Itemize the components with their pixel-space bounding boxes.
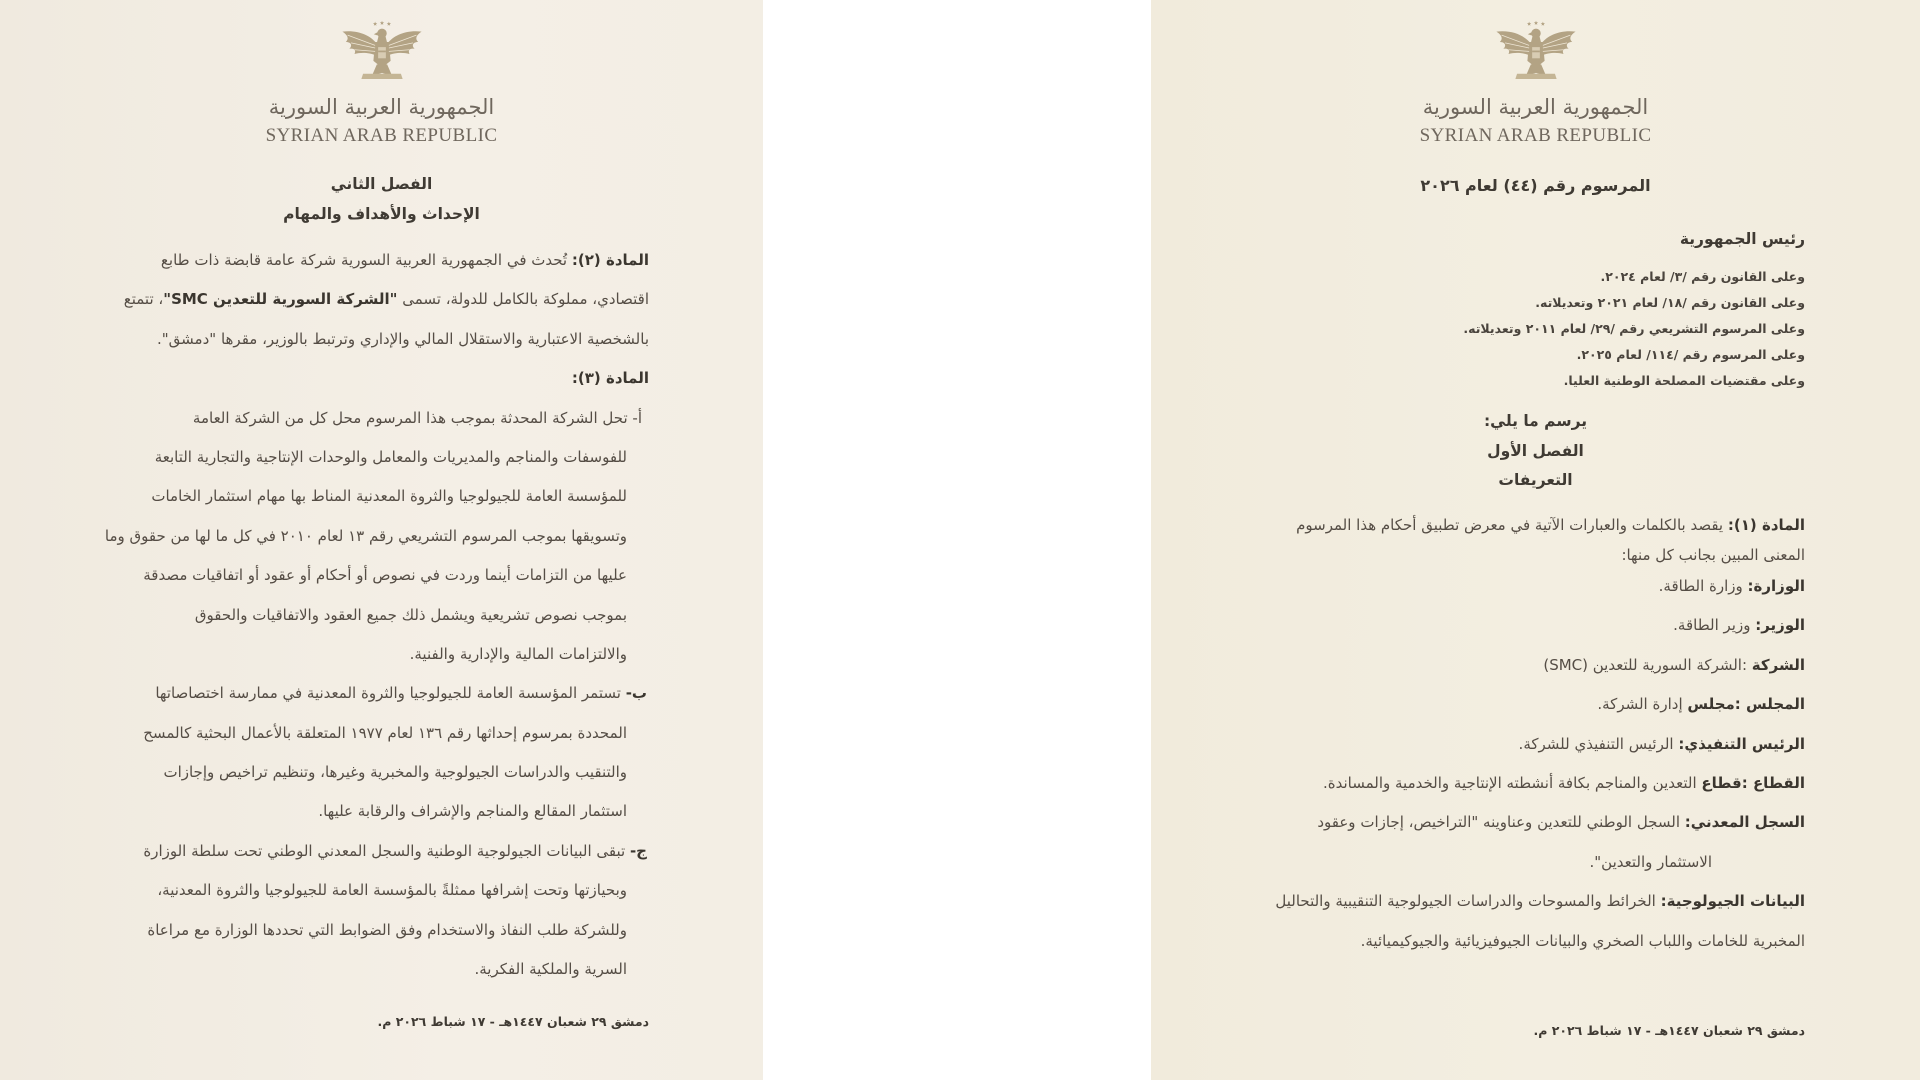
definition-text: الاستثمار والتعدين".: [1589, 852, 1712, 871]
item-marker: ب-: [625, 684, 647, 703]
decree-title: المرسوم رقم (٤٤) لعام ٢٠٢٦: [1420, 176, 1651, 195]
text-line: [0, 832, 763, 871]
definition-text: الخرائط والمسوحات والدراسات الجيولوجية التنقيبية والتحاليل: [1275, 892, 1661, 911]
definition-line: [1151, 685, 1920, 724]
article-label: المادة (٢):: [571, 251, 649, 269]
country-name-arabic: الجمهورية العربية السورية: [268, 95, 495, 119]
text-line: [0, 714, 763, 753]
definitions-list: [1151, 567, 1920, 961]
definition-term: المجلس :مجلس: [1687, 695, 1805, 714]
definition-term: الوزارة:: [1747, 577, 1805, 595]
consideration-line: وعلى المرسوم التشريعي رقم /٢٩/ لعام ٢٠١١ وتعديلاته.: [1463, 321, 1805, 336]
issuer-heading: رئيس الجمهورية: [1679, 230, 1805, 248]
definition-term: الشركة: [1751, 655, 1805, 674]
text-line: [0, 753, 763, 792]
text-line: [0, 320, 763, 359]
text-line: [0, 911, 763, 950]
left-page: [0, 0, 763, 1080]
line-text: تُحدث في الجمهورية العربية السورية شركة عامة قابضة ذات طابع: [160, 251, 572, 269]
text-line: [0, 517, 763, 556]
date-footer: دمشق ٢٩ شعبان ١٤٤٧هـ - ١٧ شباط ٢٠٢٦ م.: [377, 1014, 649, 1029]
line-text: والتنقيب والدراسات الجيولوجية والمخبرية وغيرها، وتنظيم تراخيص وإجازات: [163, 763, 627, 782]
text-line: [0, 399, 763, 438]
chapter-heading: [0, 169, 763, 229]
text-line: [0, 280, 763, 319]
line-text: عليها من التزامات أينما وردت في نصوص أو أحكام أو عقود أو اتفاقيات مصدقة: [143, 566, 627, 585]
line-text: المعنى المبين بجانب كل منها:: [1621, 546, 1805, 564]
text-line: [0, 635, 763, 674]
consideration-line: وعلى مقتضيات المصلحة الوطنية العليا.: [1563, 373, 1805, 388]
definition-line: [1151, 843, 1920, 882]
definition-line: [1151, 922, 1920, 961]
line-text: بموجب نصوص تشريعية ويشمل ذلك جميع العقود والاتفاقيات والحقوق: [194, 605, 627, 624]
article-intro: [1151, 510, 1920, 570]
chapter-title: الإحداث والأهداف والمهام: [283, 205, 480, 223]
text-line: [1151, 510, 1920, 540]
article-label: المادة (١):: [1727, 516, 1805, 534]
text-line: [0, 477, 763, 516]
chapter-title: التعريفات: [1498, 471, 1573, 489]
line-text: بالشخصية الاعتبارية والاستقلال المالي والإداري وترتبط بالوزير، مقرها "دمشق".: [157, 329, 649, 348]
chapter-body: [0, 241, 763, 989]
line-text: يقصد بالكلمات والعبارات الآتية في معرض تطبيق أحكام هذا المرسوم: [1296, 516, 1728, 534]
considerations-list: [1151, 264, 1920, 394]
company-name-bold: "الشركة السورية للتعدين SMC": [163, 290, 398, 309]
definition-line: [1151, 606, 1920, 645]
definition-text: المخبرية للخامات واللباب الصخري والبيانات الجيوفيزيائية والجيوكيميائية.: [1360, 931, 1805, 950]
definition-line: [1151, 567, 1920, 606]
text-line: [1151, 540, 1920, 570]
line-text: والالتزامات المالية والإدارية والفنية.: [409, 644, 627, 663]
consideration-line: وعلى المرسوم رقم /١١٤/ لعام ٢٠٢٥.: [1576, 347, 1805, 362]
definition-line: [1151, 764, 1920, 803]
decree-heading: [1151, 171, 1920, 201]
definition-text: وزارة الطاقة.: [1658, 577, 1748, 595]
definition-text: التعدين والمناجم بكافة أنشطته الإنتاجية والخدمية والمساندة.: [1322, 773, 1702, 792]
line-text: تستمر المؤسسة العامة للجيولوجيا والثروة المعدنية في ممارسة اختصاصاتها: [155, 684, 626, 703]
text-line: [0, 792, 763, 831]
definition-text: الرئيس التنفيذي للشركة.: [1518, 734, 1679, 753]
definition-term: القطاع :قطاع: [1701, 773, 1805, 792]
country-name-english: SYRIAN ARAB REPUBLIC: [1419, 125, 1652, 146]
consideration-line: وعلى القانون رقم /٣/ لعام ٢٠٢٤.: [1600, 269, 1805, 284]
decrees-label: يرسم ما يلي:: [1483, 412, 1588, 430]
definition-term: السجل المعدني:: [1684, 813, 1805, 832]
eagle-emblem: [1493, 19, 1579, 89]
chapter-number: الفصل الأول: [1487, 441, 1584, 460]
text-line: [0, 871, 763, 910]
definition-term: الوزير:: [1755, 616, 1805, 635]
definition-line: [1151, 803, 1920, 842]
line-text: ، تتمتع: [123, 290, 164, 309]
definition-line: [1151, 725, 1920, 764]
definition-text: السجل الوطني للتعدين وعناوينه "التراخيص، إجازات وعقود: [1317, 813, 1685, 832]
definition-text: وزير الطاقة.: [1673, 616, 1756, 635]
consideration-line: وعلى القانون رقم /١٨/ لعام ٢٠٢١ وتعديلاته.: [1535, 295, 1805, 310]
definition-term: البيانات الجيولوجية:: [1660, 892, 1805, 911]
chapter-number: الفصل الثاني: [330, 175, 433, 193]
line-text: أ- تحل الشركة المحدثة بموجب هذا المرسوم محل كل من الشركة العامة: [192, 408, 642, 427]
item-marker: ج-: [629, 841, 647, 860]
definition-line: [1151, 882, 1920, 921]
definition-text: إدارة الشركة.: [1597, 695, 1688, 714]
date-footer: دمشق ٢٩ شعبان ١٤٤٧هـ - ١٧ شباط ٢٠٢٦ م.: [1533, 1023, 1805, 1038]
line-text: السرية والملكية الفكرية.: [474, 960, 627, 979]
line-text: للمؤسسة العامة للجيولوجيا والثروة المعدنية المناط بها مهام استثمار الخامات: [151, 487, 627, 506]
line-text: استثمار المقالع والمناجم والإشراف والرقابة عليها.: [318, 802, 627, 821]
eagle-emblem: [339, 19, 425, 89]
chapter-heading: [1151, 407, 1920, 496]
text-line: [0, 556, 763, 595]
text-line: [0, 950, 763, 989]
text-line: [0, 438, 763, 477]
line-text: اقتصادي، مملوكة بالكامل للدولة، تسمى: [397, 290, 649, 309]
country-name-english: SYRIAN ARAB REPUBLIC: [265, 125, 498, 146]
right-page: [1151, 0, 1920, 1080]
line-text: وللشركة طلب النفاذ والاستخدام وفق الضوابط التي تحددها الوزارة مع مراعاة: [147, 920, 627, 939]
definition-text: :الشركة السورية للتعدين (SMC): [1543, 655, 1752, 674]
definition-term: الرئيس التنفيذي:: [1678, 734, 1805, 753]
text-line: [0, 674, 763, 713]
line-text: وبحيازتها وتحت إشرافها ممثلةً بالمؤسسة العامة للجيولوجيا والثروة المعدنية،: [157, 881, 627, 900]
text-line: [0, 359, 763, 398]
line-text: تبقى البيانات الجيولوجية الوطنية والسجل المعدني الوطني تحت سلطة الوزارة: [143, 841, 630, 860]
line-text: للفوسفات والمناجم والمديريات والمعامل والوحدات الإنتاجية والتجارية التابعة: [154, 447, 627, 466]
article-label: المادة (٣):: [571, 369, 649, 388]
line-text: المحددة بمرسوم إحداثها رقم ١٣٦ لعام ١٩٧٧ المتعلقة بالأعمال البحثية كالمسح: [143, 723, 627, 742]
text-line: [0, 596, 763, 635]
country-name-arabic: الجمهورية العربية السورية: [1422, 95, 1649, 119]
line-text: وتسويقها بموجب المرسوم التشريعي رقم ١٣ لعام ٢٠١٠ في كل ما لها من حقوق وما: [104, 526, 627, 545]
definition-line: [1151, 646, 1920, 685]
text-line: [0, 241, 763, 280]
